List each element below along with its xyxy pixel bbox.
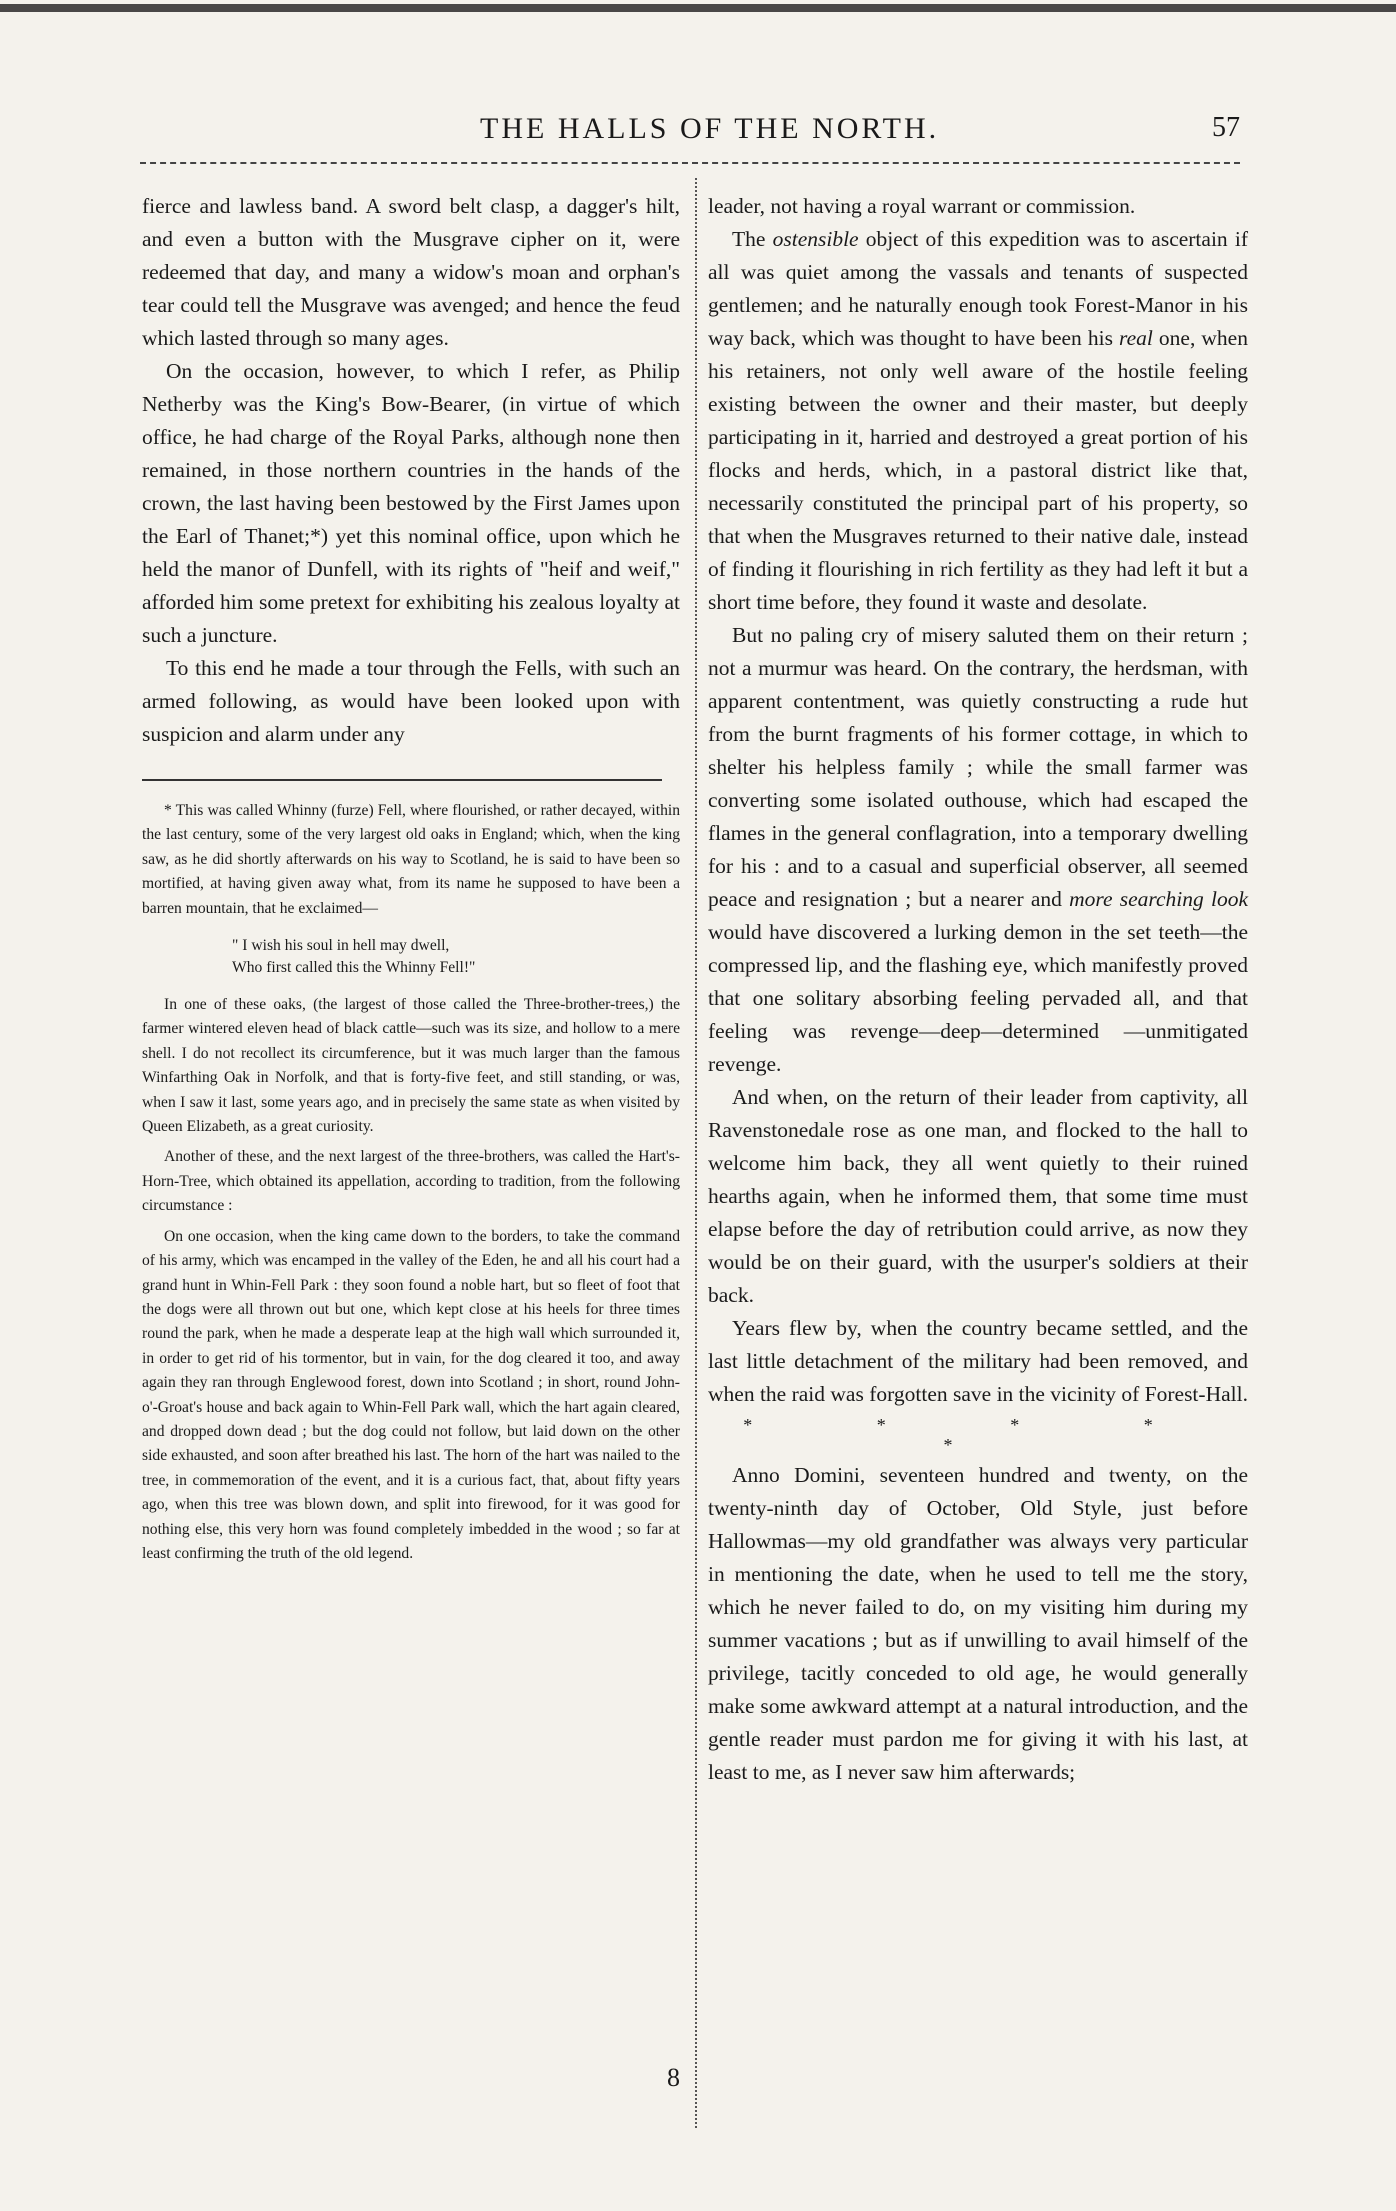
footnote-paragraph: On one occasion, when the king came down to the borders, to take the command of his army, which was encamped in the valley of the Eden, he and all his court had a grand hunt in Whin-Fell Park : they soon found a noble hart, but so fleet of foot that the dogs were all thrown out but one, which kept close at his heels for three times round the park, when he made a desperate leap at the high wall which surrounded it, in order to get rid of his tormentor, but in vain, for the dog cleared it too, and away again they ran through Englewood forest, down into Scotland ; in short, round John-o'-Groat's house and back again to Whin-Fell Park wall, which the hart again cleared, and dropped down dead ; but the dog could not follow, but laid down on the other side exhausted, and soon after breathed his last. The horn of the hart was nailed to the tree, in commemoration of the event, and it is a curious fact, that, about fifty years ago, when this tree was blown down, and split into firewood, for it was good for nothing else, this very horn was found completely imbedded in the wood ; so far at least confirming the truth of the old legend. <box>142 1227 680 1562</box>
text-run: one, when his retainers, not only well aware of the hostile feeling existing between the owner and their master, but deeply participating in it, harried and destroyed a great portion of his flocks and herds, which, in a pastoral district like that, necessarily constituted the principal part of his property, so that when the Musgraves returned to their native dale, instead of finding it flourishing in rich fertility as they had left it but a short time before, they found it waste and desolate. <box>708 326 1248 614</box>
italic-text: real <box>1119 326 1153 350</box>
right-column <box>708 190 1248 1789</box>
page-number: 57 <box>1212 112 1240 143</box>
paragraph <box>708 223 1248 619</box>
footnote <box>142 799 680 1566</box>
text-run: The <box>732 227 773 251</box>
top-border <box>0 4 1396 12</box>
signature-mark: 8 <box>667 2063 680 2092</box>
text-run: would have discovered a lurking demon in the set teeth—the compressed lip, and the flashing eye, which manifestly proved that one solitary absorbing feeling pervaded all, and that feeling was revenge—deep—determined —unmitigated revenge. <box>708 920 1248 1076</box>
text-run: object of this expedition was to ascertain if all was quiet among the vassals and tenants of suspected gentlemen; and he naturally enough took Forest-Manor in his way back, which was thought to have been his <box>708 227 1248 350</box>
text-run: But no paling cry of misery saluted them on their return ; not a murmur was heard. On the contrary, the herdsman, with apparent contentment, was quietly constructing a rude hut from the burnt fragments of his former cottage, in which to shelter his helpless family ; while the small farmer was converting some isolated outhouse, which had escaped the flames in the general conflagration, into a temporary dwelling for his : and to a casual and superficial observer, all seemed peace and resignation ; but a nearer and <box>708 623 1248 911</box>
paragraph: And when, on the return of their leader from captivity, all Ravenstonedale rose as one man, and flocked to the hall to welcome him back, they all went quietly to their ruined hearths again, when he informed them, that some time must elapse before the day of retribution could arrive, as now they would be on their guard, with the usurper's soldiers at their back. <box>708 1085 1248 1307</box>
footnote-rule <box>142 779 662 781</box>
italic-text: more searching look <box>1069 887 1248 911</box>
section-break-stars: * * * * * <box>743 1415 1213 1455</box>
paragraph: Years flew by, when the country became settled, and the last little detachment of the military had been removed, and when the raid was forgotten save in the vicinity of Forest-Hall. <box>708 1316 1248 1406</box>
verse-line: Who first called this the Whinny Fell!" <box>232 959 476 977</box>
footnote-paragraph: Another of these, and the next largest of the three-brothers, was called the Hart's-Horn-Tree, which obtained its appellation, according to tradition, from the following circumstance : <box>142 1148 680 1215</box>
paragraph: fierce and lawless band. A sword belt clasp, a dagger's hilt, and even a button with the Musgrave cipher on it, were redeemed that day, and many a widow's moan and orphan's tear could tell the Musgrave was avenged; and hence the feud which lasted through so many ages. <box>142 194 680 350</box>
paragraph <box>708 619 1248 1081</box>
left-column <box>142 190 680 1566</box>
header-rule <box>140 162 1240 167</box>
running-header <box>140 112 1240 156</box>
verse-line: " I wish his soul in hell may dwell, <box>232 937 450 955</box>
column-divider <box>695 178 697 2128</box>
paragraph: leader, not having a royal warrant or commission. <box>708 194 1136 218</box>
running-title: THE HALLS OF THE NORTH. <box>480 112 940 145</box>
italic-text: ostensible <box>772 227 859 251</box>
footnote-paragraph: In one of these oaks, (the largest of those called the Three-brother-trees,) the farmer wintered eleven head of black cattle—such was its size, and hollow to a mere shell. I do not recollect its circumference, but it was much larger than the famous Winfarthing Oak in Norfolk, and that is forty-five feet, and still standing, or was, when I saw it last, some years ago, and in precisely the same state as when visited by Queen Elizabeth, as a great curiosity. <box>142 996 680 1136</box>
paragraph: Anno Domini, seventeen hundred and twenty, on the twenty-ninth day of October, Old Style, just before Hallowmas—my old grandfather was always very particular in mentioning the date, when he used to tell me the story, which he never failed to do, on my visiting him during my summer vacations ; but as if unwilling to avail himself of the privilege, tacitly conceded to old age, he would generally make some awkward attempt at a natural introduction, and the gentle reader must pardon me for giving it with his last, at least to me, as I never saw him afterwards; <box>708 1463 1248 1784</box>
paragraph: On the occasion, however, to which I refer, as Philip Netherby was the King's Bow-Bearer, (in virtue of which office, he had charge of the Royal Parks, although none then remained, in those northern countries in the hands of the crown, the last having been bestowed by the First James upon the Earl of Thanet;*) yet this nominal office, upon which he held the manor of Dunfell, with its rights of "heif and weif," afforded him some pretext for exhibiting his zealous loyalty at such a juncture. <box>142 359 680 647</box>
footnote-paragraph: * This was called Whinny (furze) Fell, where flourished, or rather decayed, within the last century, some of the very largest old oaks in England; which, when the king saw, as he did shortly afterwards on his way to Scotland, he is said to have been so mortified, at having given away what, from its name he supposed to have been a barren mountain, that he exclaimed— <box>142 802 680 917</box>
paragraph: To this end he made a tour through the Fells, with such an armed following, as would have been looked upon with suspicion and alarm under any <box>142 656 680 746</box>
footnote-verse <box>232 935 680 979</box>
